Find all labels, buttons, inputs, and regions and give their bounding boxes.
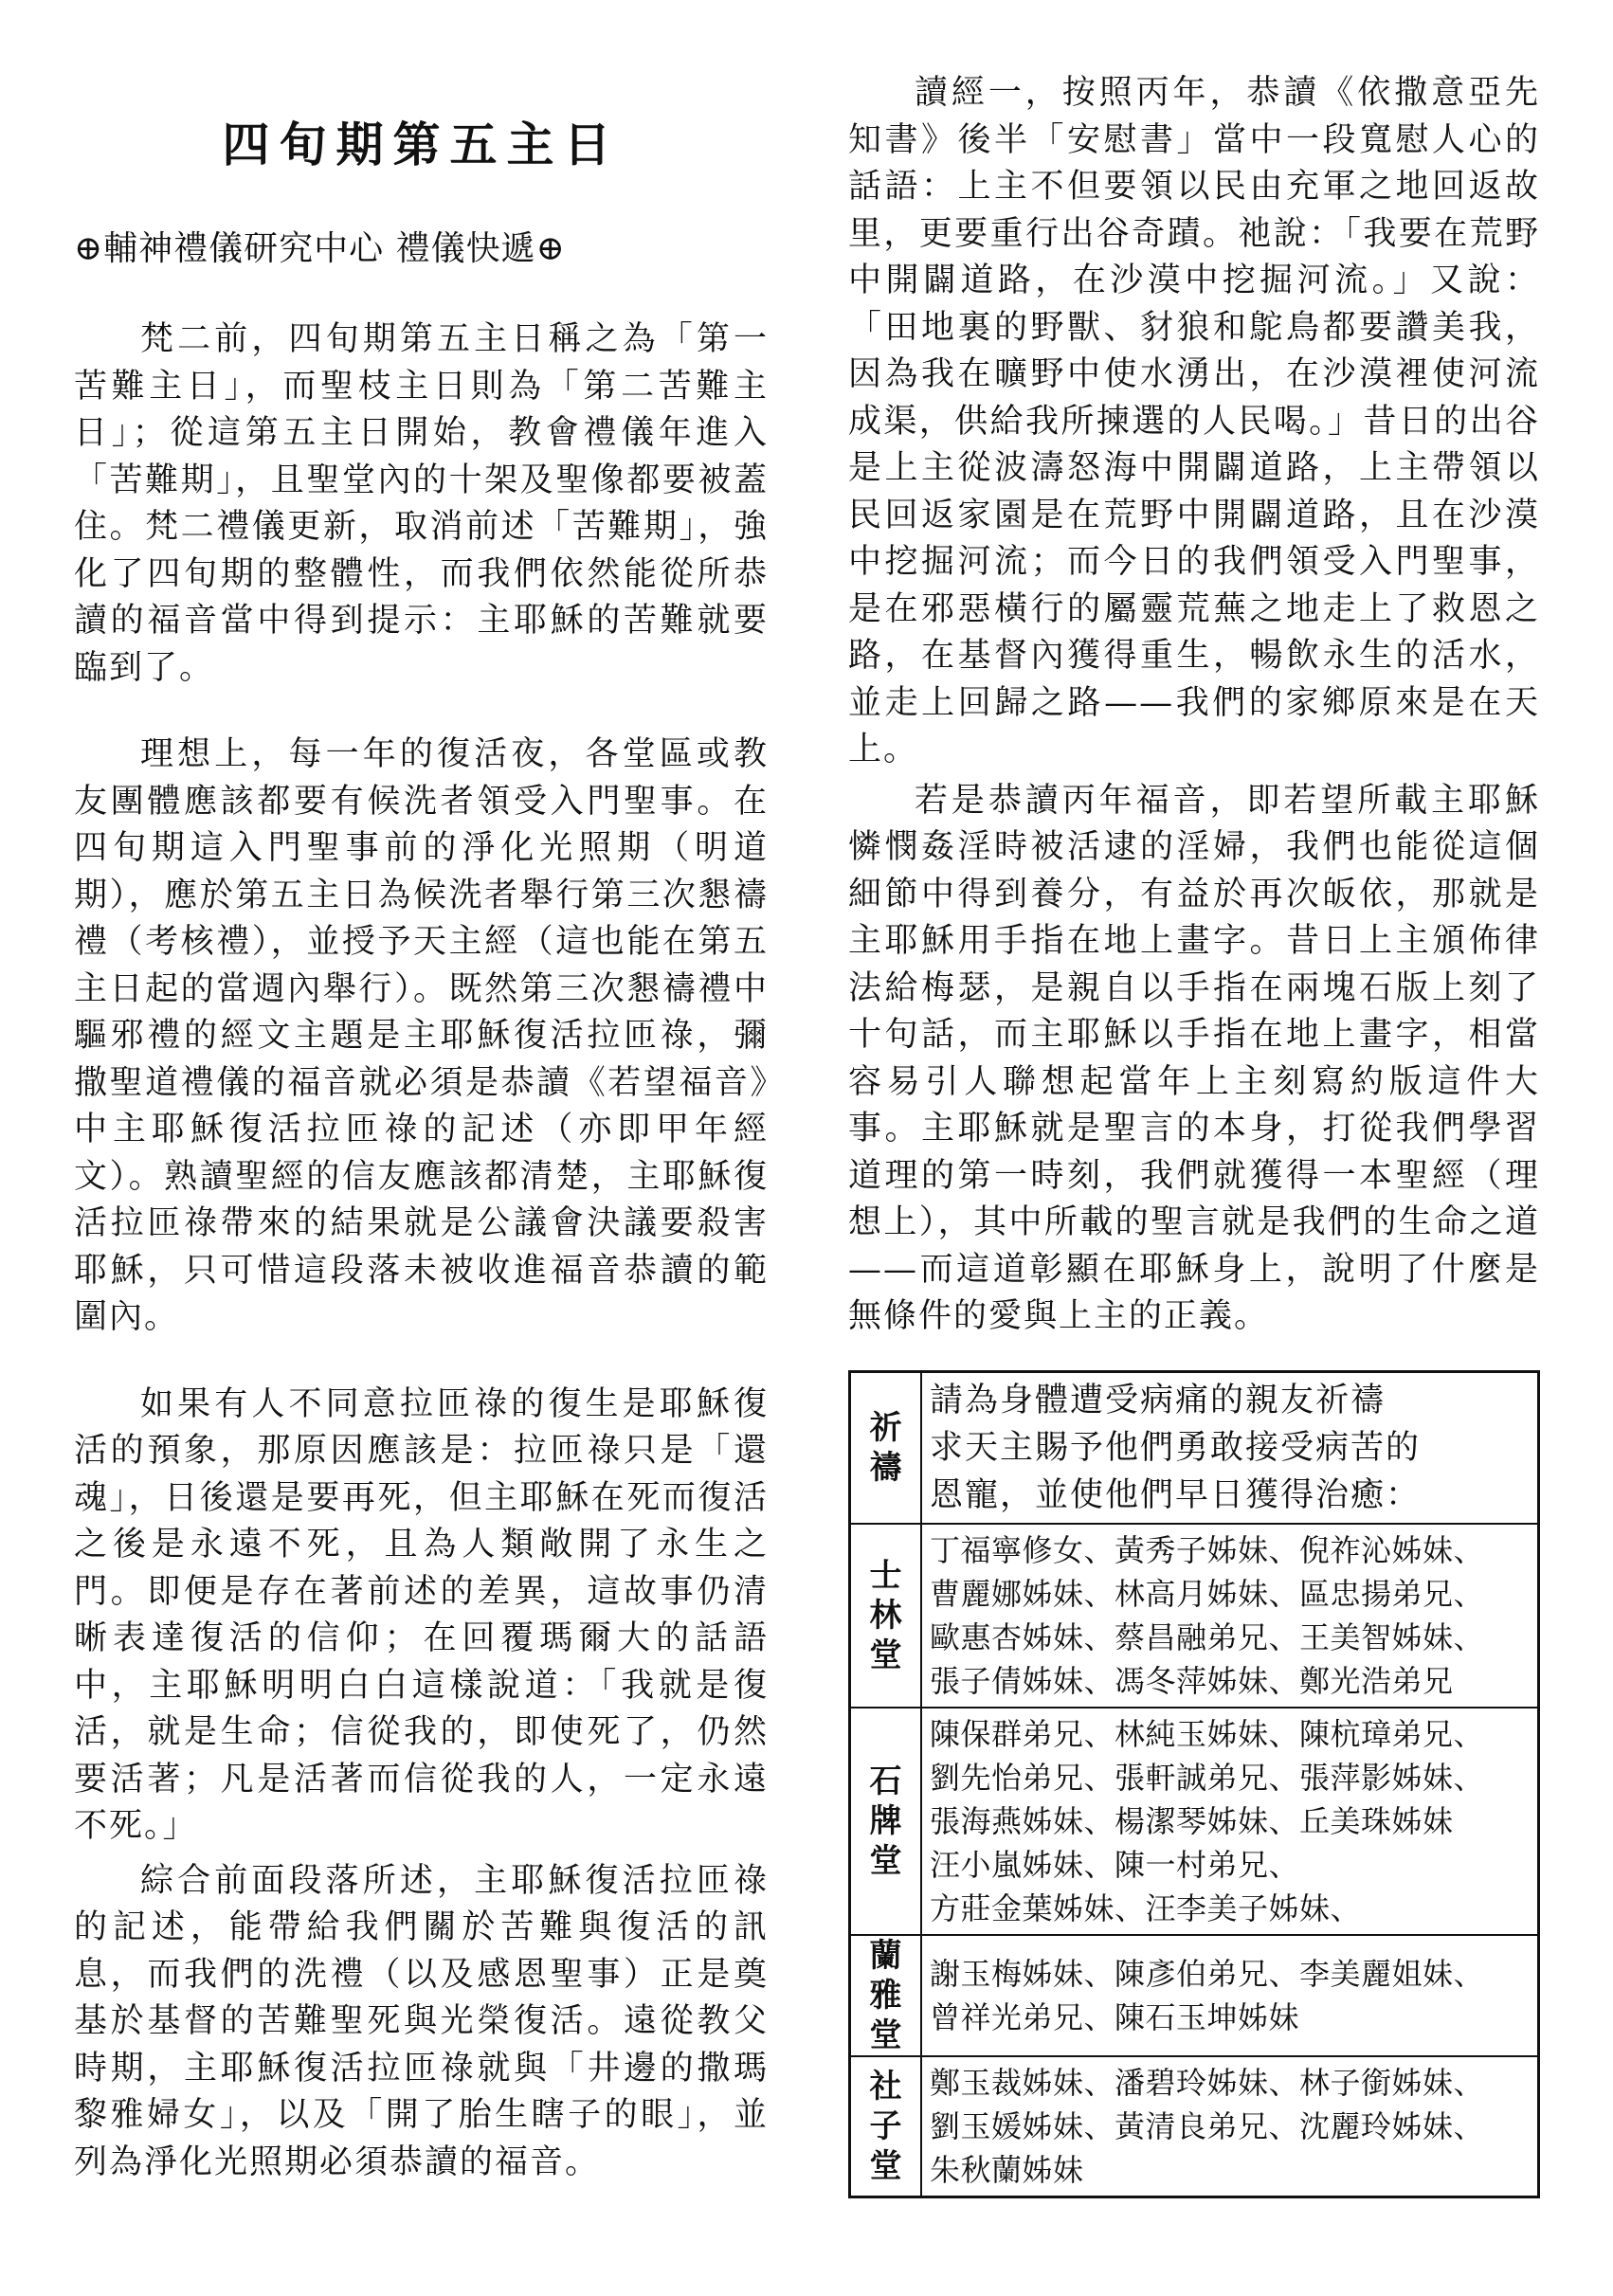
subtitle: ⊕輔神禮儀研究中心 禮儀快遞⊕: [74, 229, 566, 268]
prayer-row-label: [850, 1372, 922, 1525]
prayer-row: [850, 1372, 1539, 1525]
prayer-line: 張海燕姊妹、楊潔琴姊妹、丘美珠姊妹: [930, 1803, 1454, 1839]
label-char: 祈: [869, 1409, 902, 1447]
prayer-line: 曹麗娜姊妹、林高月姊妹、區忠揚弟兄、: [930, 1576, 1485, 1612]
prayer-row-names: [921, 1524, 1539, 1708]
label-char: 堂: [869, 2016, 902, 2054]
prayer-line: 請為身體遭受病痛的親友祈禱: [930, 1382, 1386, 1419]
prayer-row-names: [921, 1708, 1539, 1935]
paragraph: 梵二前，四旬期第五主日稱之為「第一苦難主日」，而聖枝主日則為「第二苦難主日」；從這第五主日開始，教會禮儀年進入「苦難期」，且聖堂內的十架及聖像都要被蓋住。梵二禮儀更新，取消前述「苦難期」，強化了四旬期的整體性，而我們依然能從所恭讀的福音當中得到提示：主耶穌的苦難就要臨到了。: [74, 320, 769, 687]
prayer-row-names: [921, 1372, 1539, 1525]
prayer-row: [850, 1935, 1539, 2056]
prayer-line: 陳保群弟兄、林純玉姊妹、陳杭璋弟兄、: [930, 1716, 1485, 1752]
prayer-line: 劉先怡弟兄、張軒誠弟兄、張萍影姊妹、: [930, 1760, 1485, 1796]
label-char: 牌: [869, 1802, 902, 1840]
prayer-row-label: [850, 1708, 922, 1935]
label-char: 堂: [869, 2147, 902, 2185]
label-char: 林: [869, 1597, 902, 1635]
prayer-row-label: [850, 2056, 922, 2197]
label-char: 堂: [869, 1636, 902, 1674]
label-char: 士: [869, 1557, 902, 1595]
prayer-line: 恩寵，並使他們早日獲得治癒：: [930, 1476, 1422, 1514]
label-char: 子: [869, 2107, 902, 2145]
prayer-row: [850, 1524, 1539, 1708]
label-char: 石: [869, 1763, 902, 1800]
prayer-row-label: [850, 1935, 922, 2056]
prayer-line: 謝玉梅姊妹、陳彥伯弟兄、李美麗姐妹、: [930, 1956, 1485, 1992]
paragraph: 讀經一，按照丙年，恭讀《依撒意亞先知書》後半「安慰書」當中一段寬慰人心的話語：上主不但要領以民由充軍之地回返故里，更要重行出谷奇蹟。祂說：「我要在荒野中開闢道路，在沙漠中挖掘河流。」又說：「田地裏的野獸、豺狼和鴕鳥都要讚美我，因為我在曠野中使水湧出，在沙漠裡使河流成渠，供給我所揀選的人民喝。」昔日的出谷是上主從波濤怒海中開闢道路，上主帶領以民回返家園是在荒野中開闢道路，且在沙漠中挖掘河流；而今日的我們領受入門聖事，是在邪惡橫行的屬靈荒蕪之地走上了救恩之路，在基督內獲得重生，暢飲永生的活水，並走上回歸之路——我們的家鄉原來是在天上。: [848, 74, 1540, 768]
prayer-line: 歐惠杏姊妹、蔡昌融弟兄、王美智姊妹、: [930, 1619, 1485, 1655]
prayer-line: 方莊金葉姊妹、汪李美子姊妹、: [930, 1890, 1362, 1926]
prayer-row: [850, 2056, 1539, 2197]
prayer-list-table: [848, 1370, 1540, 2198]
page-title: 四旬期第五主日: [222, 117, 621, 172]
prayer-line: 朱秋蘭姊妹: [930, 2152, 1084, 2188]
prayer-row: [850, 1708, 1539, 1935]
left-article-body: [74, 316, 769, 2226]
prayer-line: 汪小嵐姊妹、陳一村弟兄、: [930, 1847, 1300, 1883]
paragraph: 若是恭讀丙年福音，即若望所載主耶穌憐憫姦淫時被活逮的淫婦，我們也能從這個細節中得到養分，有益於再次皈依，那就是主耶穌用手指在地上畫字。昔日上主頒佈律法給梅瑟，是親自以手指在兩塊石版上刻了十句話，而主耶穌以手指在地上畫字，相當容易引人聯想起當年上主刻寫約版這件大事。主耶穌就是聖言的本身，打從我們學習道理的第一時刻，我們就獲得一本聖經（理想上），其中所載的聖言就是我們的生命之道——而這道彰顯在耶穌身上，說明了什麼是無條件的愛與上主的正義。: [848, 781, 1540, 1335]
prayer-line: 丁福寧修女、黃秀子姊妹、倪祚沁姊妹、: [930, 1532, 1485, 1568]
paragraph: 綜合前面段落所述，主耶穌復活拉匝祿的記述，能帶給我們關於苦難與復活的訊息，而我們的洗禮（以及感恩聖事）正是奠基於基督的苦難聖死與光榮復活。遠從教父時期，主耶穌復活拉匝祿就與「井邊的撒瑪黎雅婦女」，以及「開了胎生瞎子的眼」，並列為淨化光照期必須恭讀的福音。: [74, 1861, 769, 2181]
prayer-line: 曾祥光弟兄、陳石玉坤姊妹: [930, 1999, 1300, 2035]
prayer-row-names: [921, 2056, 1539, 2197]
prayer-line: 求天主賜予他們勇敢接受病苦的: [930, 1429, 1422, 1467]
prayer-row-names: [921, 1935, 1539, 2056]
prayer-line: 劉玉媛姊妹、黃清良弟兄、沈麗玲姊妹、: [930, 2108, 1485, 2144]
right-article-body: [848, 70, 1540, 1345]
prayer-row-label: [850, 1524, 922, 1708]
prayer-line: 鄭玉裁姊妹、潘碧玲姊妹、林子銜姊妹、: [930, 2065, 1485, 2101]
paragraph: 理想上，每一年的復活夜，各堂區或教友團體應該都要有候洗者領受入門聖事。在四旬期這入門聖事前的淨化光照期（明道期），應於第五主日為候洗者舉行第三次懇禱禮（考核禮），並授予天主經（這也能在第五主日起的當週內舉行）。既然第三次懇禱禮中驅邪禮的經文主題是主耶穌復活拉匝祿，彌撒聖道禮儀的福音就必須是恭讀《若望福音》中主耶穌復活拉匝祿的記述（亦即甲年經文）。熟讀聖經的信友應該都清楚，主耶穌復活拉匝祿帶來的結果就是公議會決議要殺害耶穌，只可惜這段落未被收進福音恭讀的範圍內。: [74, 735, 769, 1336]
label-char: 堂: [869, 1842, 902, 1880]
label-char: 社: [869, 2068, 902, 2106]
paragraph: 如果有人不同意拉匝祿的復生是耶穌復活的預象，那原因應該是：拉匝祿只是「還魂」，日後還是要再死，但主耶穌在死而復活之後是永遠不死，且為人類敞開了永生之門。即便是存在著前述的差異，這故事仍清晰表達復活的信仰；在回覆瑪爾大的話語中，主耶穌明明白白這樣說道：「我就是復活，就是生命；信從我的，即使死了，仍然要活著；凡是活著而信從我的人，一定永遠不死。」: [74, 1384, 769, 1845]
label-char: 雅: [869, 1977, 902, 2015]
label-char: 蘭: [869, 1937, 902, 1975]
prayer-line: 張子倩姊妹、馮冬萍姊妹、鄭光浩弟兄: [930, 1663, 1454, 1699]
label-char: 禱: [869, 1449, 902, 1487]
